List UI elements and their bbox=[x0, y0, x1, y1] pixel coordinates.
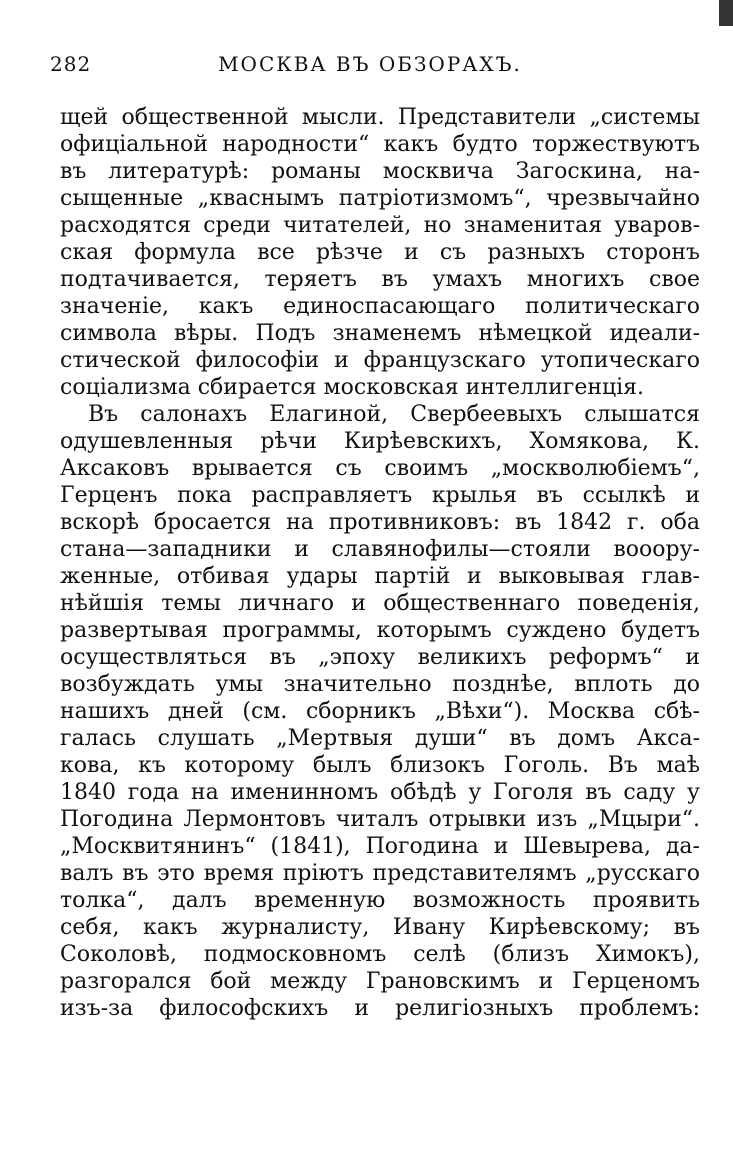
text-line: ская формула все рѣзче и съ разныхъ сторонъ bbox=[60, 240, 700, 265]
text-line: Соколовѣ, подмосковномъ селѣ (близъ Химокъ), bbox=[60, 942, 700, 967]
text-line: галась слушать „Мертвыя души“ въ домъ Акса- bbox=[60, 726, 700, 751]
text-line: себя, какъ журналисту, Ивану Кирѣевскому; въ bbox=[60, 915, 700, 940]
text-line: одушевленныя рѣчи Кирѣевскихъ, Хомякова, К. bbox=[60, 429, 700, 454]
text-line: развертывая программы, которымъ суждено будетъ bbox=[60, 618, 700, 643]
text-line: осуществляться въ „эпоху великихъ реформъ“ и bbox=[60, 645, 700, 670]
text-line: щей общественной мысли. Представители „системы bbox=[60, 105, 700, 130]
text-line: соціализма сбирается московская интеллигенція. bbox=[60, 375, 645, 400]
text-line: Аксаковъ врывается съ своимъ „москволюбіемъ“, bbox=[60, 456, 700, 481]
text-line: 1840 года на именинномъ обѣдѣ у Гоголя въ саду у bbox=[60, 780, 700, 805]
text-line: офиціальной народности“ какъ будто торжествуютъ bbox=[60, 132, 700, 157]
text-line: толка“, далъ временную возможность проявить bbox=[60, 888, 700, 913]
paragraph bbox=[60, 401, 700, 1022]
text-line: расходятся среди читателей, но знаменитая уваров- bbox=[60, 213, 700, 238]
text-line: сыщенные „кваснымъ патріотизмомъ“, чрезвычайно bbox=[60, 186, 700, 211]
text-line: кова, къ которому былъ близокъ Гоголь. Въ маѣ bbox=[60, 753, 700, 778]
text-line: разгорался бой между Грановскимъ и Герценомъ bbox=[60, 969, 700, 994]
page-number: 282 bbox=[50, 52, 92, 76]
body-text bbox=[60, 104, 700, 1022]
text-line: символа вѣры. Подъ знаменемъ нѣмецкой идеали- bbox=[60, 321, 700, 346]
running-title: МОСКВА ВЪ ОБЗОРАХЪ. bbox=[218, 52, 522, 76]
text-line: стической философіи и французскаго утопическаго bbox=[60, 348, 700, 373]
text-line: нашихъ дней (см. сборникъ „Вѣхи“). Москва сбѣ- bbox=[60, 699, 700, 724]
text-line: подтачивается, теряетъ въ умахъ многихъ свое bbox=[60, 267, 700, 292]
text-line: вскорѣ бросается на противниковъ: въ 1842 г. оба bbox=[60, 510, 700, 535]
text-line: значеніе, какъ единоспасающаго политическаго bbox=[60, 294, 700, 319]
page-edge-mark bbox=[719, 0, 733, 26]
paragraph bbox=[60, 104, 700, 401]
text-line: Погодина Лермонтовъ читалъ отрывки изъ „Мцыри“. bbox=[60, 807, 700, 832]
text-line: Въ салонахъ Елагиной, Свербеевыхъ слышатся bbox=[88, 402, 700, 427]
text-line: Герценъ пока расправляетъ крылья въ ссылкѣ и bbox=[60, 483, 700, 508]
page-header bbox=[50, 52, 690, 82]
text-line: въ литературѣ: романы москвича Загоскина, на- bbox=[60, 159, 700, 184]
text-line: „Москвитянинъ“ (1841), Погодина и Шевырева, да- bbox=[60, 834, 700, 859]
text-line: женные, отбивая удары партій и выковывая глав- bbox=[60, 564, 700, 589]
text-line: возбуждать умы значительно позднѣе, вплоть до bbox=[60, 672, 700, 697]
text-line: стана—западники и славянофилы—стояли вооору- bbox=[60, 537, 700, 562]
text-line: валъ въ это время пріютъ представителямъ „русскаго bbox=[60, 861, 700, 886]
text-line: нѣйшія темы личнаго и общественнаго поведенія, bbox=[60, 591, 700, 616]
text-line: изъ-за философскихъ и религіозныхъ проблемъ: bbox=[60, 996, 700, 1021]
